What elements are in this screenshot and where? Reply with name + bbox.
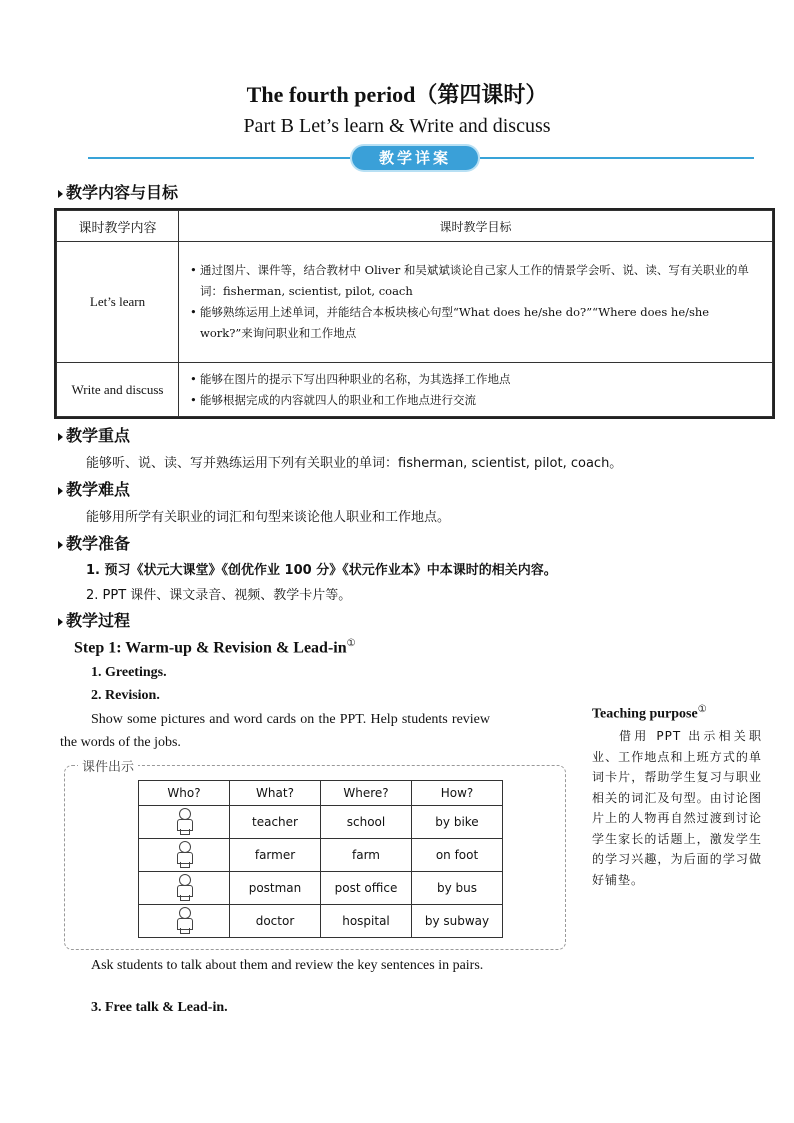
table-cell: school xyxy=(321,806,412,839)
objectives-table xyxy=(54,208,775,419)
table-header: Who? xyxy=(139,781,230,806)
postman-figure-icon xyxy=(173,873,195,901)
page-title: The fourth period（第四课时） xyxy=(246,82,548,107)
section-heading-process: 教学过程 xyxy=(58,608,130,631)
jobs-table xyxy=(138,780,503,938)
farmer-figure-icon xyxy=(173,840,195,868)
teacher-figure-icon xyxy=(173,807,195,835)
table-cell: hospital xyxy=(321,905,412,938)
table-row xyxy=(139,839,503,872)
triangle-icon xyxy=(58,190,63,198)
table-cell-goals xyxy=(179,363,773,417)
table-cell: farmer xyxy=(230,839,321,872)
table-header: What? xyxy=(230,781,321,806)
preparation-item: 1. 预习《状元大课堂》《创优作业 100 分》《状元作业本》中本课时的相关内容。 xyxy=(86,563,557,578)
table-cell: farm xyxy=(321,839,412,872)
key-points-text: 能够听、说、读、写并熟练运用下列有关职业的单词：fisherman, scientist, pilot, coach。 xyxy=(86,456,623,471)
sidebar-title: Teaching purpose① xyxy=(592,704,707,722)
table-row xyxy=(139,905,503,938)
step-item: 1. Greetings. xyxy=(91,665,167,680)
courseware-label: 课件出示 xyxy=(78,756,138,775)
table-header: Where? xyxy=(321,781,412,806)
triangle-icon xyxy=(58,618,63,626)
table-row xyxy=(139,872,503,905)
goal-item: • 能够根据完成的内容就四人的职业和工作地点进行交流 xyxy=(190,390,763,411)
table-cell: teacher xyxy=(230,806,321,839)
footnote-marker: ① xyxy=(346,638,356,649)
table-cell: by bus xyxy=(412,872,503,905)
goal-item: • 能够在图片的提示下写出四种职业的名称，为其选择工作地点 xyxy=(190,369,763,390)
preparation-item: 2. PPT 课件、课文录音、视频、教学卡片等。 xyxy=(86,588,352,603)
table-cell: postman xyxy=(230,872,321,905)
table-cell: on foot xyxy=(412,839,503,872)
sidebar-text: 借用 PPT 出示相关职业、工作地点和上班方式的单词卡片，帮助学生复习与职业相关的词汇及句型。由讨论图片上的人物再自然过渡到讨论学生家长的话题上，激发学生的学习兴趣，为后面的学习做好铺垫。 xyxy=(592,729,762,887)
table-cell: post office xyxy=(321,872,412,905)
triangle-icon xyxy=(58,433,63,441)
step-title: Step 1: Warm-up & Revision & Lead-in① xyxy=(74,638,356,657)
section-heading-key-points: 教学重点 xyxy=(58,423,130,446)
section-badge: 教学详案 xyxy=(352,146,478,170)
table-header: How? xyxy=(412,781,503,806)
revision-paragraph: Show some pictures and word cards on the PPT. Help students review the words of the jobs. xyxy=(60,712,490,750)
table-cell: by subway xyxy=(412,905,503,938)
table-cell-content: Let’s learn xyxy=(57,242,179,363)
section-heading-preparation: 教学准备 xyxy=(58,531,130,554)
goal-item: • 通过图片、课件等，结合教材中 Oliver 和吴斌斌谈论自己家人工作的情景学会听、说、读、写有关职业的单词：fisherman, scientist, pilot, coach xyxy=(190,260,763,302)
goal-item: • 能够熟练运用上述单词，并能结合本板块核心句型“What does he/she do?”“Where does he/she work?”来询问职业和工作地点 xyxy=(190,302,763,344)
triangle-icon xyxy=(58,541,63,549)
table-header: 课时教学目标 xyxy=(179,211,773,242)
difficulties-text: 能够用所学有关职业的词汇和句型来谈论他人职业和工作地点。 xyxy=(86,510,451,525)
page-subtitle: Part B Let’s learn & Write and discuss xyxy=(243,115,551,137)
triangle-icon xyxy=(58,487,63,495)
section-heading-content-goals: 教学内容与目标 xyxy=(58,180,178,203)
table-cell-goals xyxy=(179,242,773,363)
section-heading-difficulties: 教学难点 xyxy=(58,477,130,500)
table-cell: by bike xyxy=(412,806,503,839)
table-row xyxy=(139,806,503,839)
header-rule-left xyxy=(88,157,350,159)
footnote-marker: ① xyxy=(697,704,707,715)
pairs-paragraph: Ask students to talk about them and review the key sentences in pairs. xyxy=(91,958,484,973)
table-cell: doctor xyxy=(230,905,321,938)
table-cell-content: Write and discuss xyxy=(57,363,179,417)
table-header: 课时教学内容 xyxy=(57,211,179,242)
doctor-figure-icon xyxy=(173,906,195,934)
step-item: 2. Revision. xyxy=(91,688,160,703)
step-item: 3. Free talk & Lead-in. xyxy=(91,1000,228,1015)
header-rule-right xyxy=(480,157,754,159)
